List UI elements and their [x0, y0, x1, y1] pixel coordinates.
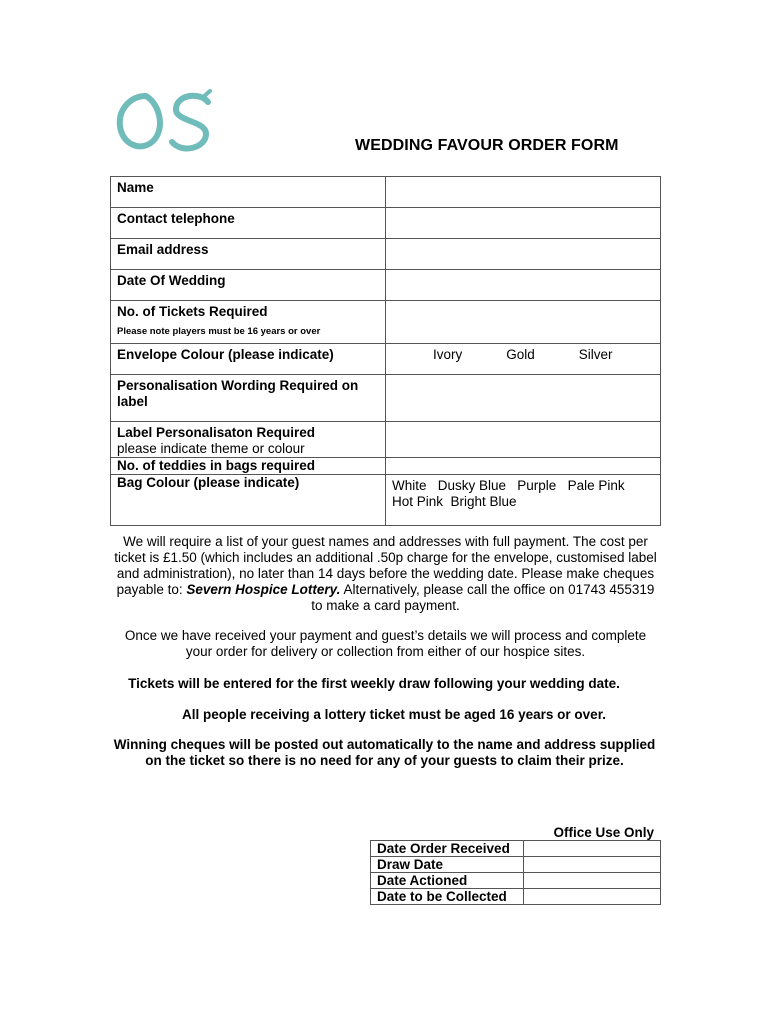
office-row-field[interactable] [524, 857, 661, 873]
bag-colour-options[interactable] [386, 475, 661, 526]
bag-options-line-1: White Dusky Blue Purple Pale Pink [392, 478, 625, 493]
office-use-heading: Office Use Only [553, 825, 654, 840]
phone-label: Contact telephone [111, 208, 386, 239]
label-personalisation-cell [111, 422, 386, 458]
page-title: WEDDING FAVOUR ORDER FORM [355, 137, 619, 154]
office-row-field[interactable] [524, 841, 661, 857]
envelope-label: Envelope Colour (please indicate) [111, 344, 386, 375]
teddies-field[interactable] [386, 458, 661, 475]
payment-text-after: Alternatively, please call the office on 01743 455319 to make a card payment. [311, 582, 655, 613]
phone-field[interactable] [386, 208, 661, 239]
tickets-note: Please note players must be 16 years or over [117, 326, 321, 337]
bag-colour-label: Bag Colour (please indicate) [111, 475, 386, 526]
severn-logo [116, 88, 216, 154]
tickets-cell [111, 301, 386, 344]
email-label: Email address [111, 239, 386, 270]
payment-text-before: We will require a list of your guest names and addresses with full payment. The cost per ticket is £1.50 (which includes an additional .50p charge for the envelope, customised label and administration), no later than 14 days before the wedding date. Please make cheques payable to: [114, 534, 657, 597]
office-row-label: Date Actioned [371, 873, 524, 889]
email-field[interactable] [386, 239, 661, 270]
envelope-option-gold[interactable]: Gold [506, 347, 535, 362]
order-form-table [110, 176, 661, 526]
wording-field[interactable] [386, 375, 661, 422]
teddies-label: No. of teddies in bags required [111, 458, 386, 475]
tickets-label: No. of Tickets Required [117, 304, 268, 319]
office-row-label: Date to be Collected [371, 889, 524, 905]
envelope-option-ivory[interactable]: Ivory [433, 347, 463, 362]
office-row-label: Date Order Received [371, 841, 524, 857]
office-row-label: Draw Date [371, 857, 524, 873]
name-field[interactable] [386, 177, 661, 208]
label-personalisation-field[interactable] [386, 422, 661, 458]
tickets-field[interactable] [386, 301, 661, 344]
wedding-date-label: Date Of Wedding [111, 270, 386, 301]
winning-cheques-notice: Winning cheques will be posted out automatically to the name and address supplied on the ticket so there is no need for any of your guests to claim their prize. [113, 737, 656, 768]
envelope-options [386, 344, 661, 375]
draw-notice: Tickets will be entered for the first weekly draw following your wedding date. [128, 676, 620, 691]
payee-name: Severn Hospice Lottery. [186, 582, 341, 597]
office-use-table [370, 840, 661, 905]
bag-options-line-2: Hot Pink Bright Blue [392, 494, 517, 509]
name-label: Name [111, 177, 386, 208]
label-personalisation-label: Label Personalisaton Required [117, 425, 316, 440]
wording-label: Personalisation Wording Required on label [111, 375, 386, 422]
label-personalisation-note: please indicate theme or colour [117, 441, 305, 456]
office-row-field[interactable] [524, 873, 661, 889]
age-notice: All people receiving a lottery ticket must be aged 16 years or over. [182, 707, 606, 722]
envelope-option-silver[interactable]: Silver [578, 347, 613, 362]
process-paragraph: Once we have received your payment and guest’s details we will process and complete your order for delivery or collection from either of our hospice sites. [124, 628, 647, 659]
office-row-field[interactable] [524, 889, 661, 905]
payment-paragraph [110, 534, 661, 614]
wedding-date-field[interactable] [386, 270, 661, 301]
